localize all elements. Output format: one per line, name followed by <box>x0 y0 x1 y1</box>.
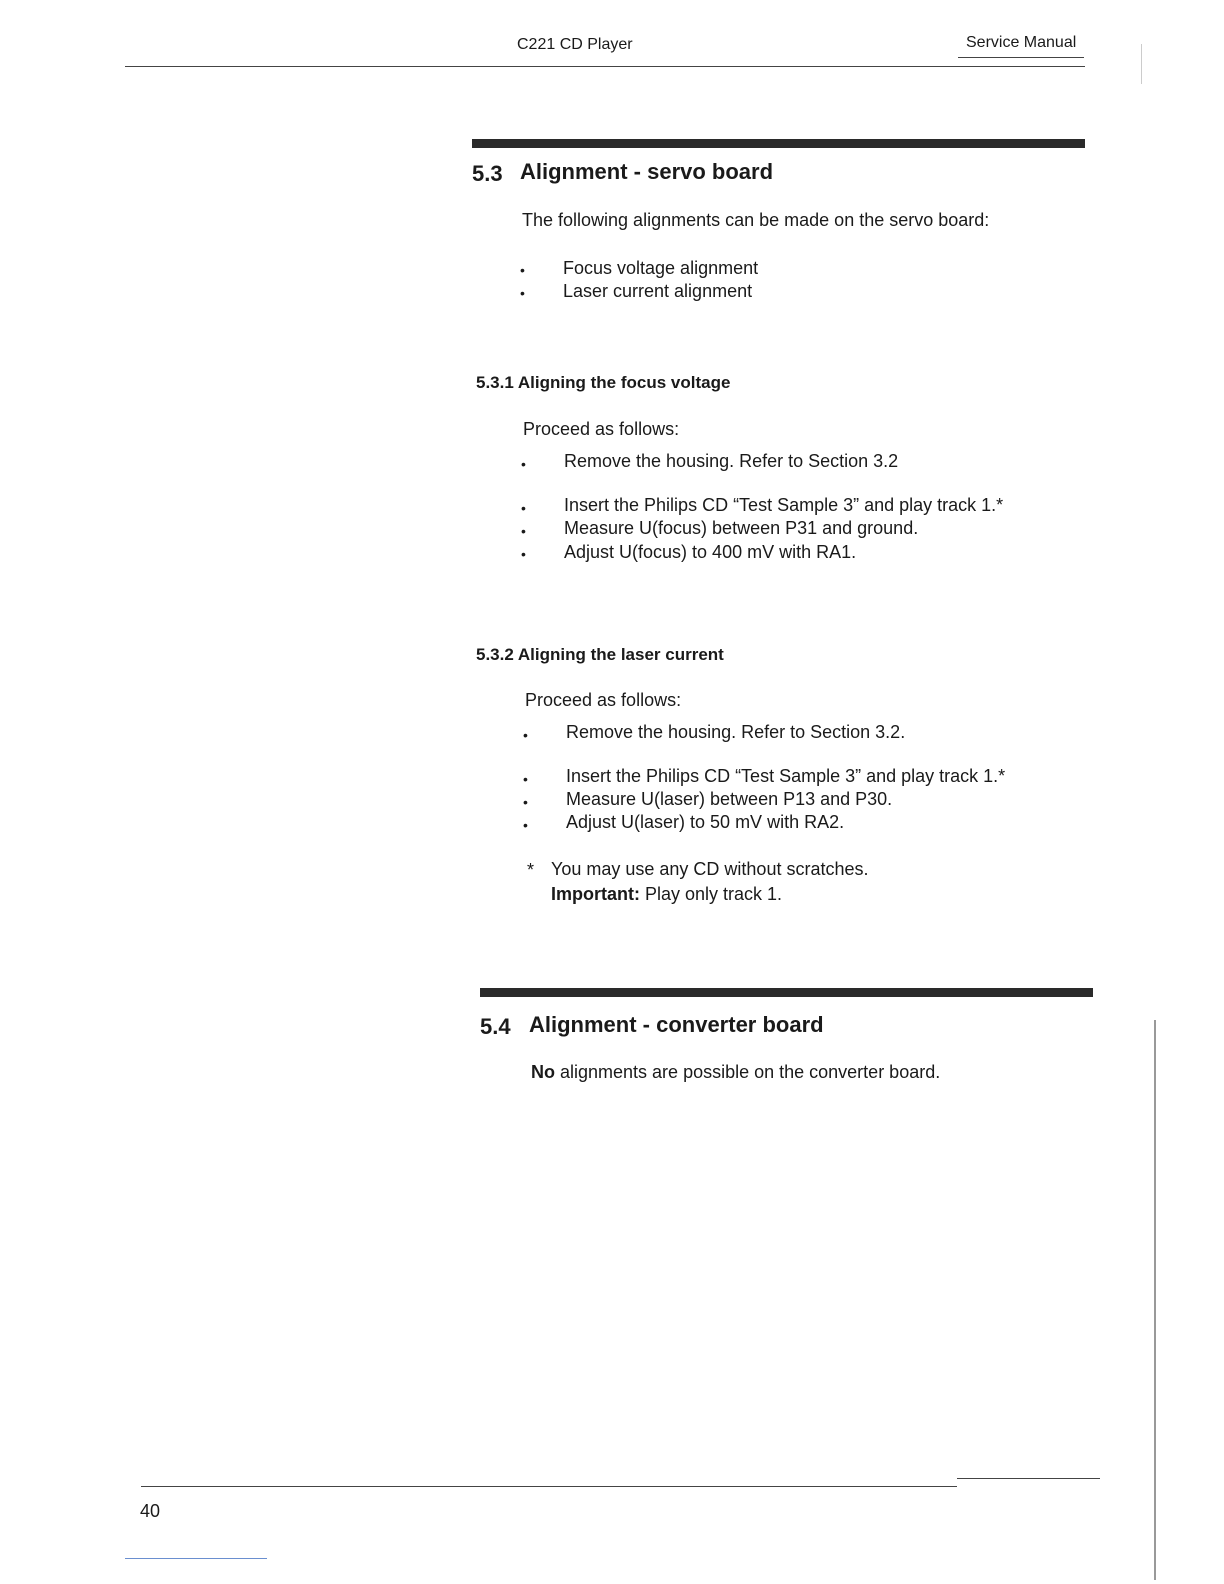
footer-divider <box>141 1486 957 1487</box>
header-divider-right <box>958 57 1084 58</box>
step-measure-focus: Measure U(focus) between P31 and ground. <box>564 518 919 538</box>
bullet-icon: • <box>521 546 526 562</box>
footnote-marker: * <box>527 860 535 880</box>
bullet-icon: • <box>523 727 528 743</box>
footer-divider-right <box>957 1478 1100 1479</box>
section-5-3-2-intro: Proceed as follows: <box>525 690 682 710</box>
no-label: No <box>531 1062 555 1082</box>
section-5-3-bar <box>472 139 1085 148</box>
step-insert-cd: Insert the Philips CD “Test Sample 3” and play track 1.* <box>564 495 1004 515</box>
step-insert-cd: Insert the Philips CD “Test Sample 3” and play track 1.* <box>566 766 1006 786</box>
section-5-4-title: Alignment - converter board <box>529 1012 824 1037</box>
section-5-4-text-rest: alignments are possible on the converter board. <box>555 1062 941 1082</box>
section-5-3-title: Alignment - servo board <box>520 159 774 184</box>
bullet-icon: • <box>520 285 525 301</box>
step-remove-housing: Remove the housing. Refer to Section 3.2 <box>564 451 899 471</box>
bullet-icon: • <box>520 262 525 278</box>
important-text: Play only track 1. <box>640 884 783 904</box>
bullet-icon: • <box>523 771 528 787</box>
step-adjust-focus: Adjust U(focus) to 400 mV with RA1. <box>564 542 857 562</box>
section-5-4-bar <box>480 988 1093 997</box>
section-5-3-number: 5.3 <box>472 161 503 186</box>
bullet-icon: • <box>523 794 528 810</box>
bullet-icon: • <box>521 500 526 516</box>
footnote-important <box>551 884 782 905</box>
important-label: Important: <box>551 884 640 904</box>
step-adjust-laser: Adjust U(laser) to 50 mV with RA2. <box>566 812 845 832</box>
scan-edge-mark <box>1141 44 1142 84</box>
scan-blue-mark <box>125 1558 267 1559</box>
page-number: 40 <box>140 1501 161 1521</box>
section-5-3-1-intro: Proceed as follows: <box>523 419 680 439</box>
bullet-icon: • <box>521 523 526 539</box>
bullet-icon: • <box>521 456 526 472</box>
step-remove-housing: Remove the housing. Refer to Section 3.2. <box>566 722 906 742</box>
section-5-4-number: 5.4 <box>480 1014 511 1039</box>
header-manual-title: Service Manual <box>966 34 1077 51</box>
section-5-3-2-title: 5.3.2 Aligning the laser current <box>476 645 724 664</box>
list-item-focus-voltage: Focus voltage alignment <box>563 258 759 278</box>
header-divider <box>125 66 1085 67</box>
step-measure-laser: Measure U(laser) between P13 and P30. <box>566 789 893 809</box>
section-5-3-intro: The following alignments can be made on the servo board: <box>522 210 990 230</box>
section-5-4-text <box>531 1062 940 1083</box>
scan-edge-mark-lower <box>1154 1020 1156 1580</box>
bullet-icon: • <box>523 817 528 833</box>
footnote-text: You may use any CD without scratches. <box>551 859 869 879</box>
list-item-laser-current: Laser current alignment <box>563 281 753 301</box>
section-5-3-1-title: 5.3.1 Aligning the focus voltage <box>476 373 731 392</box>
header-product-title: C221 CD Player <box>517 36 633 53</box>
